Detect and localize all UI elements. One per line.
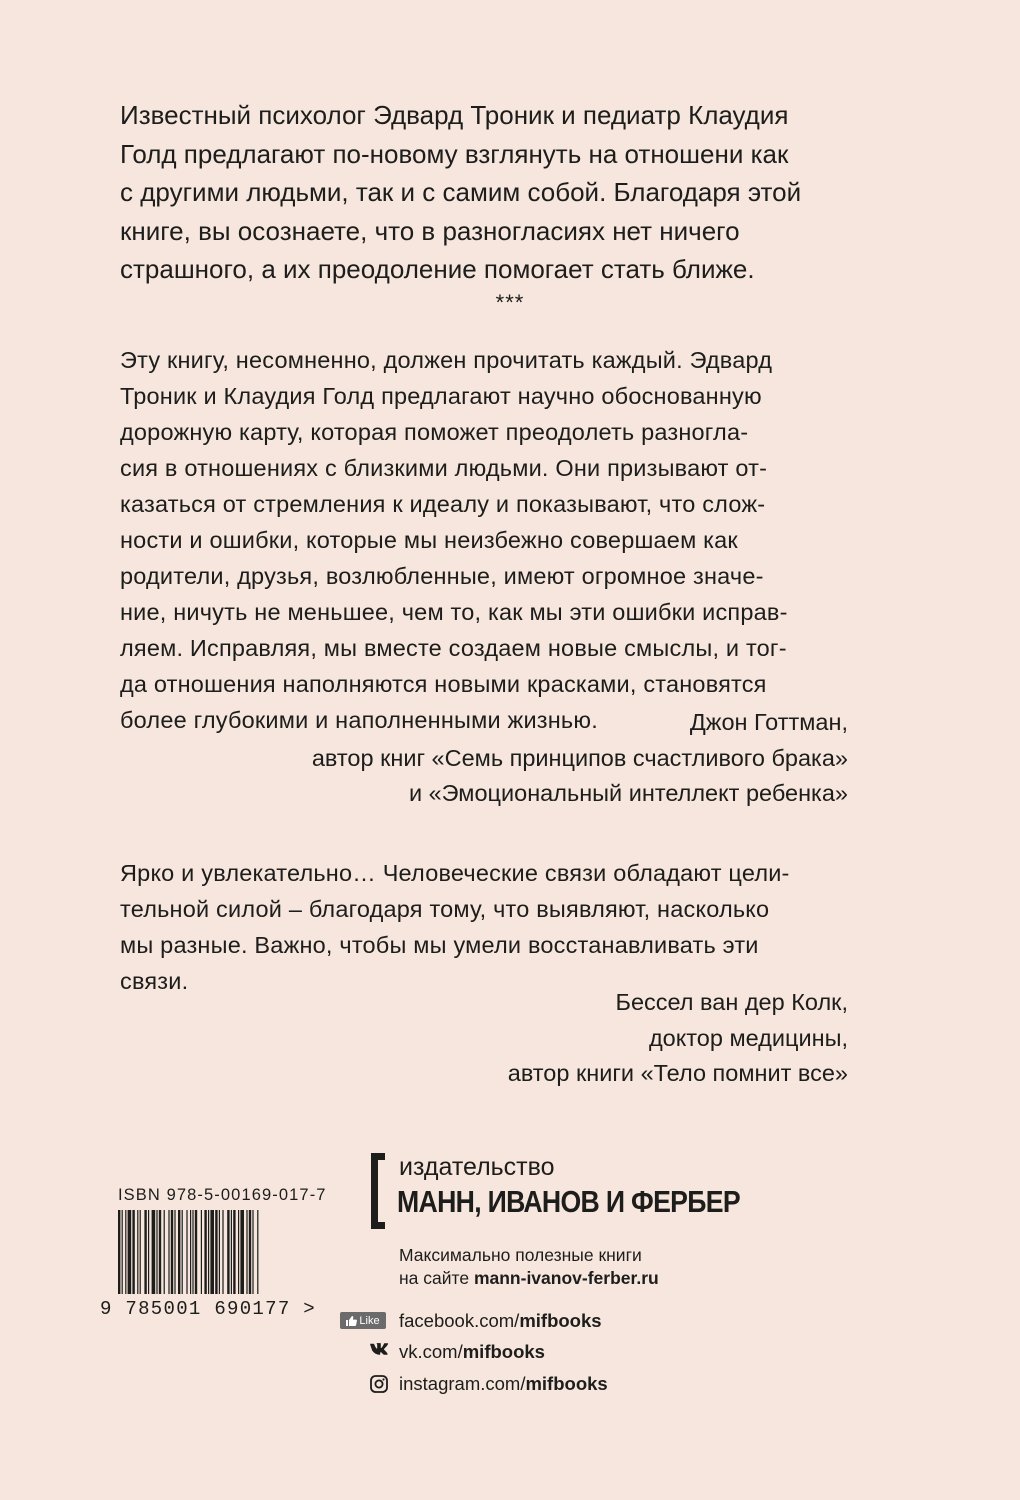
- publisher-name: МАНН, ИВАНОВ И ФЕРБЕР: [397, 1184, 740, 1219]
- barcode-bar: [186, 1210, 187, 1294]
- barcode-bar: [159, 1210, 161, 1294]
- instagram-icon: [370, 1375, 388, 1393]
- barcode-bar: [227, 1210, 229, 1294]
- like-label: Like: [359, 1314, 380, 1327]
- barcode-bar: [148, 1210, 149, 1294]
- quote-line: ляем. Исправляя, мы вместе создаем новые смыслы, и тог-: [120, 635, 787, 661]
- barcode-bar: [201, 1210, 202, 1294]
- barcode-bar: [222, 1210, 223, 1294]
- barcode-bar: [240, 1210, 244, 1294]
- publisher-site-info: [399, 1244, 659, 1290]
- barcode-bar: [118, 1210, 120, 1294]
- instagram-prefix: instagram.com/: [399, 1373, 526, 1394]
- isbn-label: ISBN 978-5-00169-017-7: [118, 1186, 327, 1204]
- gottman-quote: [120, 342, 848, 738]
- quote-line: мы разные. Важно, чтобы мы умели восстанавливать эти: [120, 932, 759, 958]
- intro-line: с другими людьми, так и с самим собой. Благодаря этой: [120, 177, 802, 207]
- instagram-handle: mifbooks: [525, 1373, 608, 1394]
- barcode-bar: [137, 1210, 138, 1294]
- site-prefix: на сайте: [399, 1268, 474, 1288]
- barcode-bar: [156, 1210, 157, 1294]
- barcode-bar: [144, 1210, 146, 1294]
- site-link[interactable]: mann-ivanov-ferber.ru: [473, 1268, 659, 1288]
- publisher-bracket: [371, 1153, 385, 1229]
- facebook-link[interactable]: [399, 1310, 602, 1332]
- quote-line: тельной силой – благодаря тому, что выявляют, насколько: [120, 896, 770, 922]
- intro-line: страшного, а их преодоление помогает стать ближе.: [120, 254, 755, 284]
- quote-line: ности и ошибки, которые мы неизбежно совершаем как: [120, 527, 738, 553]
- facebook-handle: mifbooks: [519, 1310, 602, 1331]
- publisher-label: издательство: [399, 1153, 555, 1181]
- quote-line: Троник и Клаудия Голд предлагают научно обоснованную: [120, 383, 762, 409]
- gottman-attribution: [312, 705, 848, 812]
- attribution-line: доктор медицины,: [648, 1024, 848, 1051]
- barcode-bar: [249, 1210, 251, 1294]
- barcode-bar: [204, 1210, 206, 1294]
- quote-line: сия в отношениях с близкими людьми. Они призывают от-: [120, 455, 768, 481]
- barcode-bar: [140, 1210, 141, 1294]
- intro-line: Голд предлагают по-новому взглянуть на отношени как: [120, 138, 789, 169]
- intro-paragraph: [120, 96, 848, 289]
- vk-link[interactable]: [399, 1341, 545, 1363]
- quote-line: Ярко и увлекательно… Человеческие связи обладают цели-: [120, 860, 790, 886]
- attribution-line: и «Эмоциональный интеллект ребенка»: [408, 780, 848, 806]
- barcode-bar: [252, 1210, 253, 1294]
- quote-line: да отношения наполняются новыми красками, становятся: [120, 671, 767, 697]
- barcode-bar: [208, 1210, 209, 1294]
- barcode-bar: [192, 1210, 193, 1294]
- barcode-bar: [125, 1210, 126, 1294]
- attribution-line: автор книг «Семь принципов счастливого брака»: [311, 744, 848, 771]
- barcode-bar: [171, 1210, 173, 1294]
- attribution-line: автор книги «Тело помнит все»: [507, 1060, 848, 1086]
- barcode-bar: [168, 1210, 169, 1294]
- barcode-bar: [182, 1210, 183, 1294]
- barcode-bar: [238, 1210, 239, 1294]
- intro-line: Известный психолог Эдвард Троник и педиатр Клаудия: [120, 100, 789, 130]
- quote-line: связи.: [120, 968, 189, 994]
- barcode-bar: [257, 1210, 258, 1294]
- quote-line: ние, ничуть не меньшее, чем то, как мы эти ошибки исправ-: [120, 599, 788, 625]
- barcode-bar: [164, 1210, 165, 1294]
- section-separator: ***: [495, 290, 525, 315]
- vk-handle: mifbooks: [462, 1341, 545, 1362]
- barcode-bar: [128, 1210, 132, 1294]
- barcode-bar: [210, 1210, 214, 1294]
- instagram-link[interactable]: [399, 1373, 608, 1395]
- barcode: [118, 1210, 308, 1300]
- attribution-line: Бессел ван дер Колк,: [615, 989, 848, 1015]
- barcode-bar: [190, 1210, 191, 1294]
- publisher-site-line: [399, 1267, 659, 1290]
- thumbs-up-icon: [346, 1316, 357, 1326]
- van-der-kolk-attribution: [508, 985, 848, 1092]
- barcode-digits: 9 785001 690177 >: [100, 1298, 316, 1320]
- publisher-tagline: Максимально полезные книги: [399, 1245, 642, 1265]
- barcode-bar: [219, 1210, 220, 1294]
- facebook-like-badge[interactable]: [340, 1312, 386, 1329]
- barcode-bar: [215, 1210, 217, 1294]
- quote-line: родители, друзья, возлюбленные, имеют огромное значе-: [120, 563, 764, 589]
- quote-line: казаться от стремления к идеалу и показывают, что слож-: [120, 491, 766, 517]
- attribution-line: Джон Готтман,: [689, 709, 848, 735]
- vk-prefix: vk.com/: [399, 1341, 463, 1362]
- facebook-prefix: facebook.com/: [399, 1310, 520, 1331]
- barcode-bar: [231, 1210, 232, 1294]
- quote-line: Эту книгу, несомненно, должен прочитать каждый. Эдвард: [120, 347, 773, 373]
- barcode-bar: [174, 1210, 175, 1294]
- van-der-kolk-quote: [120, 855, 848, 999]
- barcode-bar: [132, 1210, 134, 1294]
- quote-line: более глубокими и наполненными жизнью.: [120, 707, 598, 733]
- barcode-bar: [122, 1210, 123, 1294]
- barcode-bar: [195, 1210, 197, 1294]
- barcode-bar: [178, 1210, 180, 1294]
- quote-line: дорожную карту, которая поможет преодолеть разногла-: [120, 419, 749, 445]
- intro-line: книге, вы осознаете, что в разногласиях нет ничего: [120, 215, 740, 246]
- vk-icon: [370, 1343, 389, 1356]
- barcode-bar: [152, 1210, 156, 1294]
- barcode-bar: [233, 1210, 235, 1294]
- barcode-bar: [246, 1210, 247, 1294]
